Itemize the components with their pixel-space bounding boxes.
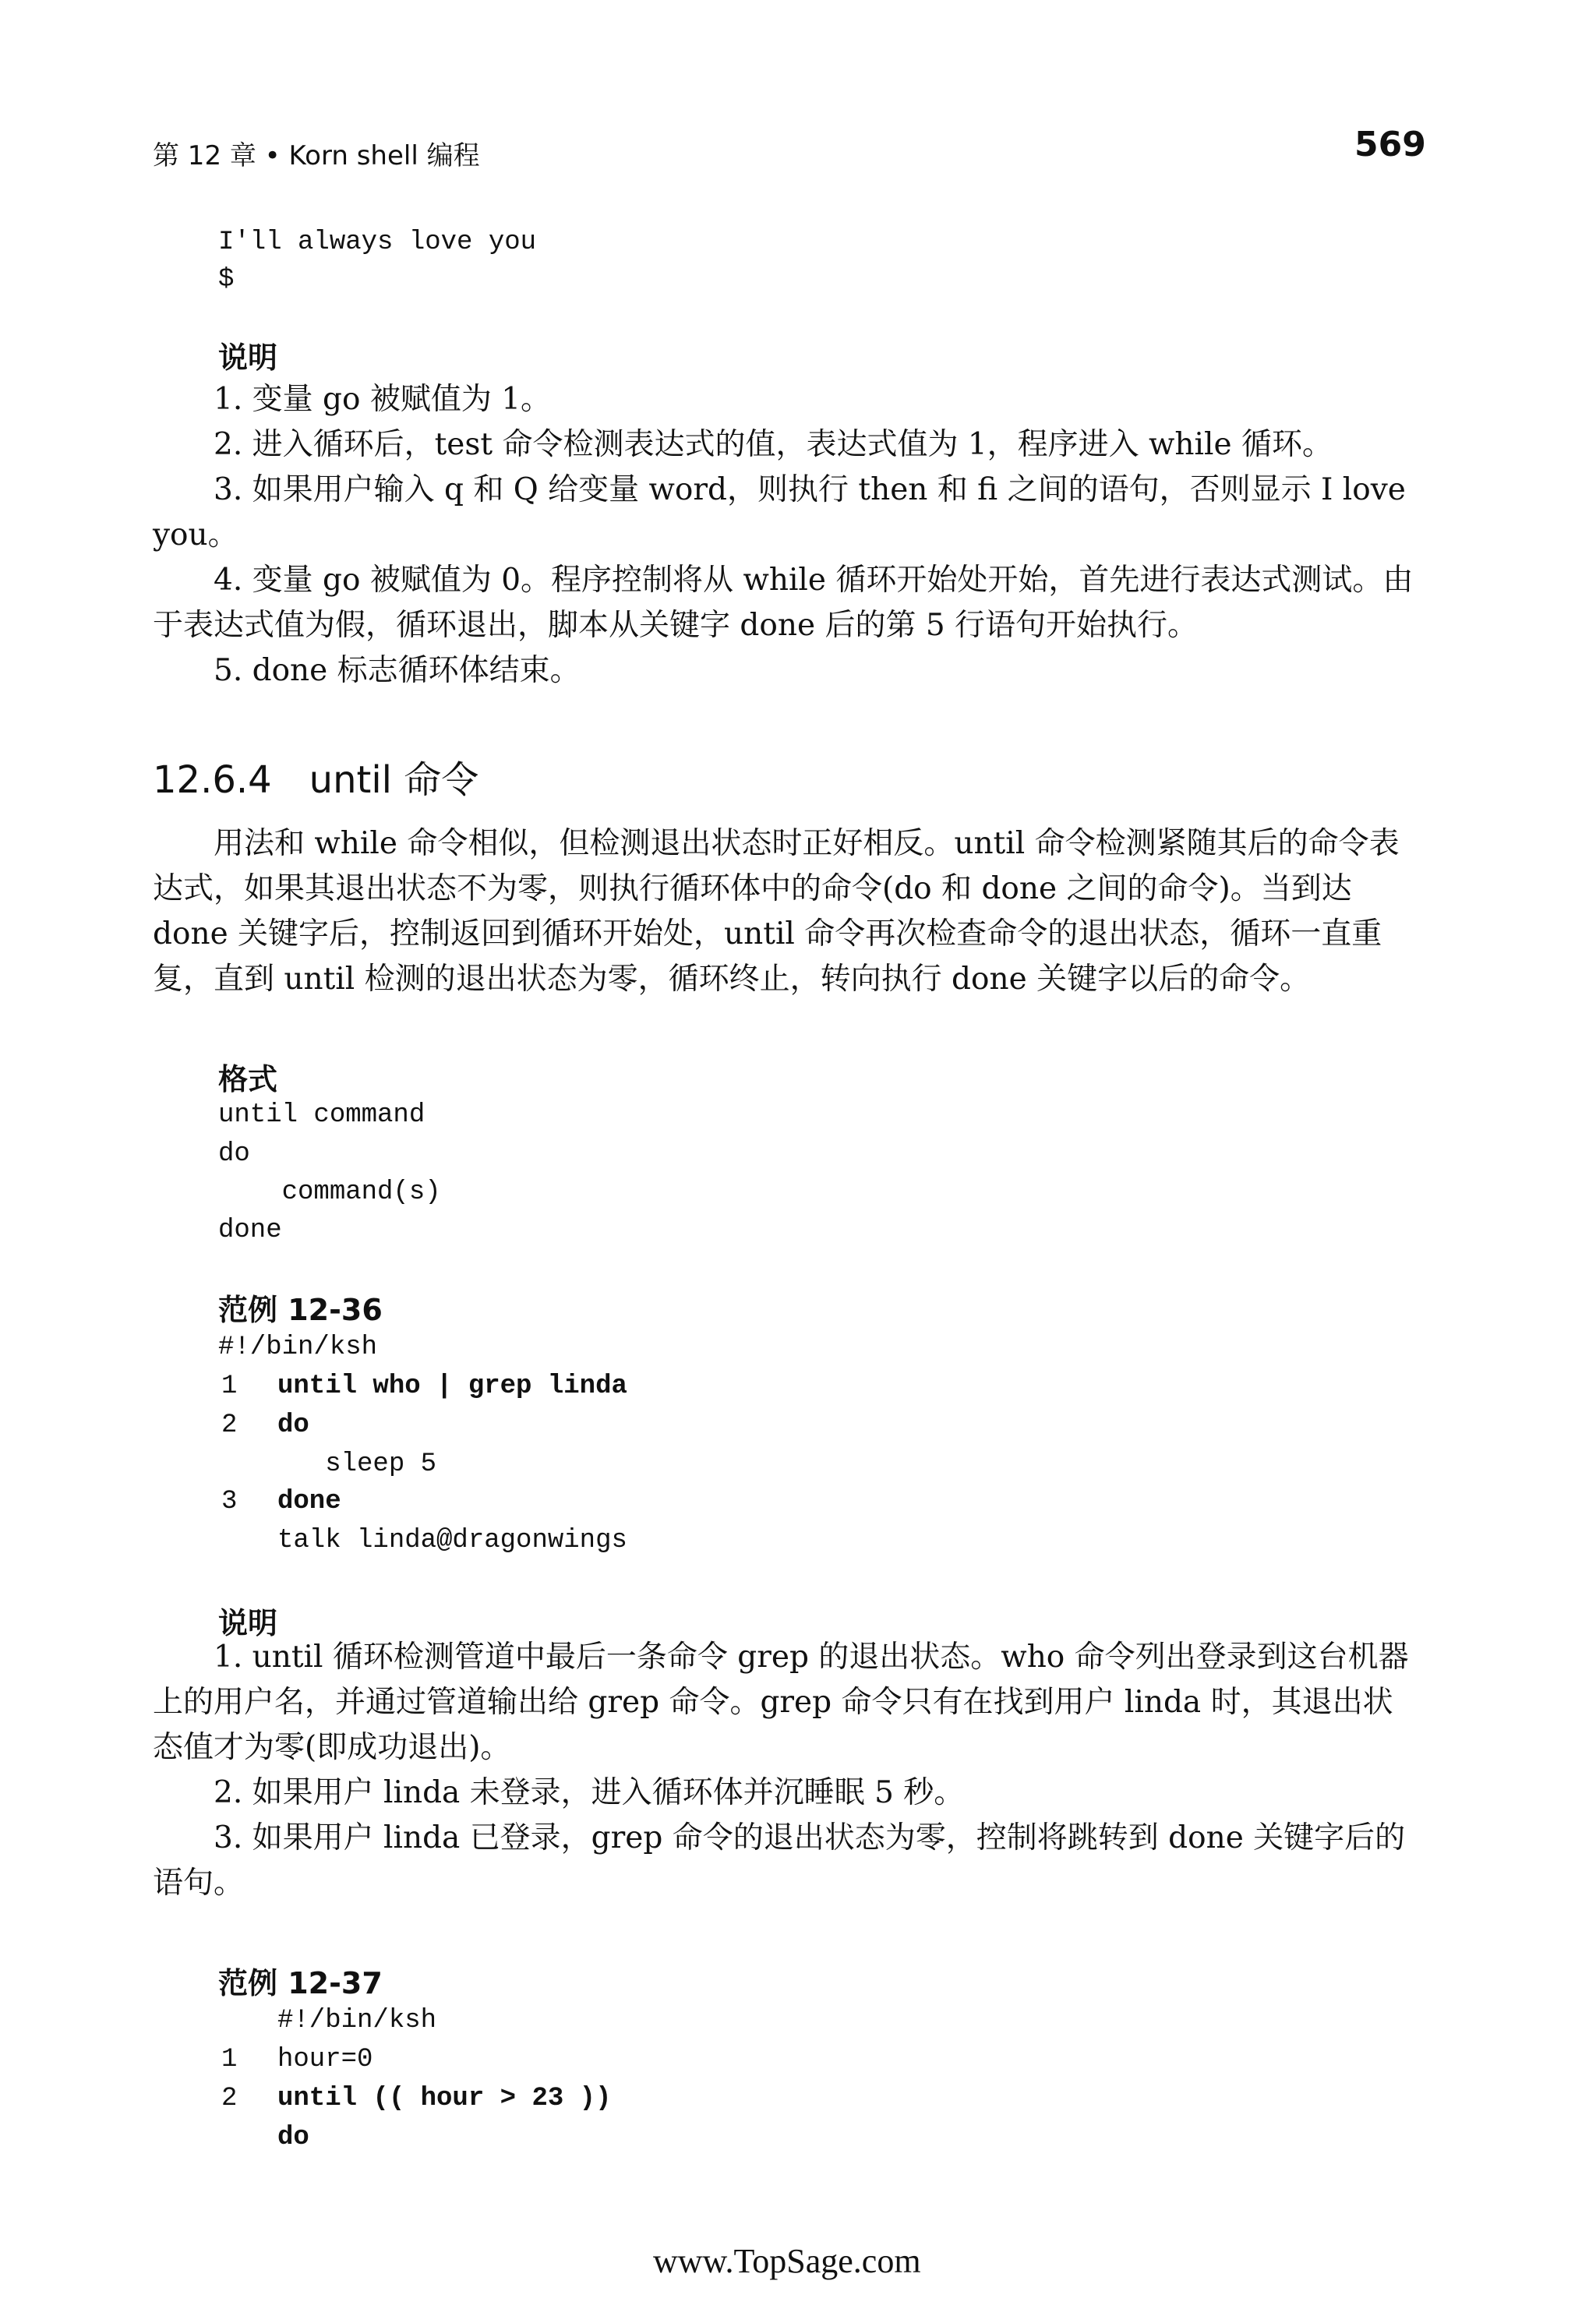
code-line: done [277, 1487, 341, 1516]
explanation-list [153, 377, 1418, 694]
section-heading: 12.6.4 until 命令 [153, 758, 479, 802]
code-line: do [277, 1410, 309, 1440]
example-label: 范例 12-37 [218, 1966, 383, 2000]
explanation-label: 说明 [218, 341, 278, 375]
code-line: command(s) [218, 1177, 441, 1207]
code-line: #!/bin/ksh [277, 2006, 437, 2035]
code-line: $ [218, 265, 235, 295]
code-line: until (( hour > 23 )) [277, 2084, 612, 2113]
code-line: hour=0 [277, 2045, 373, 2074]
code-line: do [277, 2123, 309, 2152]
explanation-item: 5. done 标志循环体结束。 [214, 653, 581, 688]
chapter-header: 第 12 章 • Korn shell 编程 [153, 140, 480, 171]
code-line: done [218, 1216, 282, 1245]
footer-url[interactable]: www.TopSage.com [653, 2242, 921, 2280]
line-number: 1 [221, 2045, 238, 2074]
code-line: talk linda@dragonwings [277, 1526, 627, 1555]
explanation-item: 1. 变量 go 被赋值为 1。 [214, 382, 552, 417]
line-number: 2 [221, 1410, 238, 1440]
explanation-item: 1. until 循环检测管道中最后一条命令 grep 的退出状态。who 命令列出登录到这台机器上的用户名，并通过管道输出给 grep 命令。grep 命令只有在找到用户 linda 时，其退出状态值才为零(即成功退出)。 [153, 1640, 1409, 1765]
line-number: 2 [221, 2084, 238, 2113]
page-number: 569 [1354, 125, 1426, 164]
explanation-item: 2. 进入循环后，test 命令检测表达式的值，表达式值为 1，程序进入 while 循环。 [214, 427, 1333, 462]
format-label: 格式 [218, 1062, 278, 1096]
example-label: 范例 12-36 [218, 1293, 383, 1327]
line-number: 1 [221, 1372, 238, 1401]
explanation-label: 说明 [218, 1606, 278, 1640]
code-line: #!/bin/ksh [218, 1333, 378, 1362]
explanation-item: 3. 如果用户输入 q 和 Q 给变量 word，则执行 then 和 fi 之间的语句，否则显示 I love you。 [153, 472, 1406, 553]
explanation-item: 3. 如果用户 linda 已登录，grep 命令的退出状态为零，控制将跳转到 done 关键字后的语句。 [153, 1820, 1406, 1901]
intro-paragraph: 用法和 while 命令相似，但检测退出状态时正好相反。until 命令检测紧随其后的命令表达式，如果其退出状态不为零，则执行循环体中的命令(do 和 done 之间的命令)。当到达 done 关键字后，控制返回到循环开始处，until 命令再次检查命令的退出状态，循环一直重复，直到 until 检测的退出状态为零，循环终止，转向执行 done 关键字以后的命令。 [153, 826, 1400, 997]
code-line: until command [218, 1100, 425, 1130]
code-line: do [218, 1139, 250, 1169]
explanation-item: 2. 如果用户 linda 未登录，进入循环体并沉睡眠 5 秒。 [214, 1775, 965, 1810]
explanation-item: 4. 变量 go 被赋值为 0。程序控制将从 while 循环开始处开始，首先进行表达式测试。由于表达式值为假，循环退出，脚本从关键字 done 后的第 5 行语句开始执行。 [153, 563, 1414, 643]
code-line: sleep 5 [277, 1449, 437, 1479]
line-number: 3 [221, 1487, 238, 1516]
code-line: I'll always love you [218, 228, 537, 257]
code-line: until who | grep linda [277, 1372, 627, 1401]
explanation-list [153, 1635, 1418, 1906]
